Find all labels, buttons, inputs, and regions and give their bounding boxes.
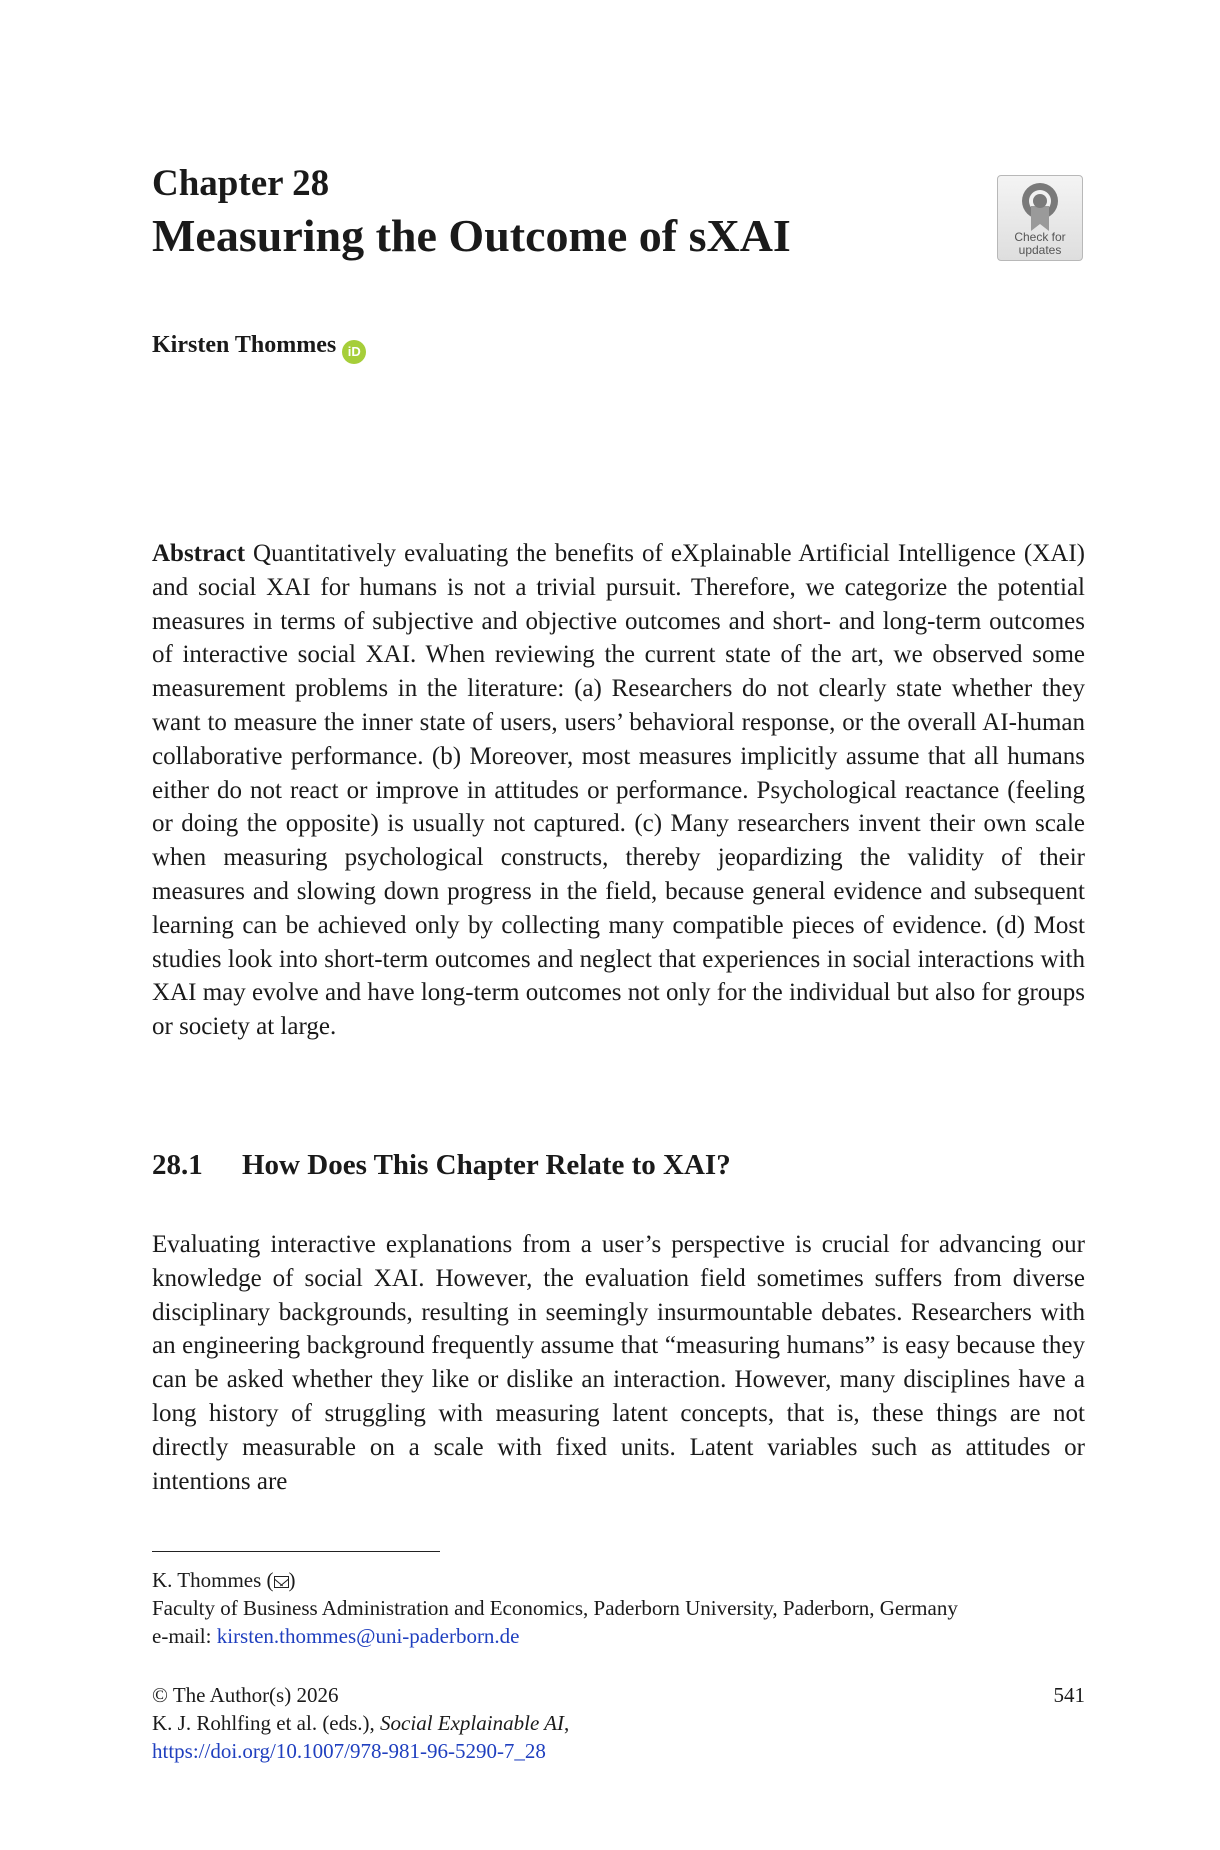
citation-editors: K. J. Rohlfing et al. (eds.), <box>152 1711 381 1735</box>
section-number: 28.1 <box>152 1149 203 1181</box>
footnote-email-line <box>152 1622 520 1650</box>
copyright-notice: © The Author(s) 2026 <box>152 1683 339 1707</box>
section-body-paragraph: Evaluating interactive explanations from a user’s perspective is crucial for advancing our knowledge of social XAI. However, the evaluation field sometimes suffers from diverse disciplinary backgrounds, resulting in seemingly insurmountable debates. Researchers with an engineering background frequently assume that “measuring humans” is easy because they can be asked whether they like or dislike an interaction. However, many disciplines have a long history of struggling with measuring latent concepts, that is, these things are not directly measurable on a scale with fixed units. Latent variables such as attitudes or intentions are <box>152 1231 1085 1495</box>
abstract-label: Abstract <box>152 540 246 567</box>
footnote-author-close: ) <box>288 1568 296 1592</box>
abstract-text: Quantitatively evaluating the benefits of eXplainable Artificial Intelligence (XAI) and social XAI for humans is not a trivial pursuit. Therefore, we categorize the potential measures in terms of subjective and objective outcomes and short- and long-term outcomes of interactive social XAI. When reviewing the current state of the art, we observed some measurement problems in the literature: (a) Researchers do not clearly state whether they want to measure the inner state of users, users’ behavioral response, or the overall AI-human collaborative performance. (b) Moreover, most measures implicitly assume that all humans either do not react or improve in attitudes or performance. Psychological reactance (feeling or doing the opposite) is usually not captured. (c) Many researchers invent their own scale when measuring psychological constructs, thereby jeopardizing the validity of their measures and slowing down progress in the field, because general evidence and subsequent learning can be achieved only by collecting many compatible pieces of evidence. (d) Most studies look into short-term outcomes and neglect that experiences in social interactions with XAI may evolve and have long-term outcomes not only for the individual but also for groups or society at large. <box>152 540 1085 1041</box>
section-title: How Does This Chapter Relate to XAI? <box>242 1149 731 1181</box>
doi-link[interactable]: https://doi.org/10.1007/978-981-96-5290-7_28 <box>152 1739 546 1763</box>
chapter-number: Chapter 28 <box>152 163 330 204</box>
envelope-icon <box>274 1576 289 1588</box>
author-name: Kirsten Thommes <box>152 332 337 358</box>
check-for-updates-badge[interactable] <box>997 175 1083 261</box>
email-label: e-mail: <box>152 1624 217 1648</box>
footnote-divider <box>152 1551 440 1552</box>
orcid-icon[interactable]: iD <box>342 340 366 364</box>
chapter-title: Measuring the Outcome of sXAI <box>152 210 791 261</box>
book-page <box>152 0 1085 1850</box>
page-number: 541 <box>1053 1683 1085 1707</box>
citation-line <box>152 1709 569 1737</box>
crossmark-icon <box>1018 181 1062 231</box>
section-heading <box>152 1146 731 1184</box>
book-title: Social Explainable AI <box>380 1711 564 1735</box>
abstract <box>152 537 1085 1044</box>
badge-line-1: Check for <box>1014 230 1066 244</box>
author-line <box>152 328 366 364</box>
footnote-author-name: K. Thommes ( <box>152 1568 274 1592</box>
footnote-author <box>152 1566 296 1594</box>
badge-line-2: updates <box>1018 243 1062 257</box>
email-link[interactable]: kirsten.thommes@uni-paderborn.de <box>216 1624 520 1648</box>
citation-suffix: , <box>563 1711 570 1735</box>
footnote-affiliation: Faculty of Business Administration and Economics, Paderborn University, Paderborn, Germany <box>152 1596 958 1620</box>
